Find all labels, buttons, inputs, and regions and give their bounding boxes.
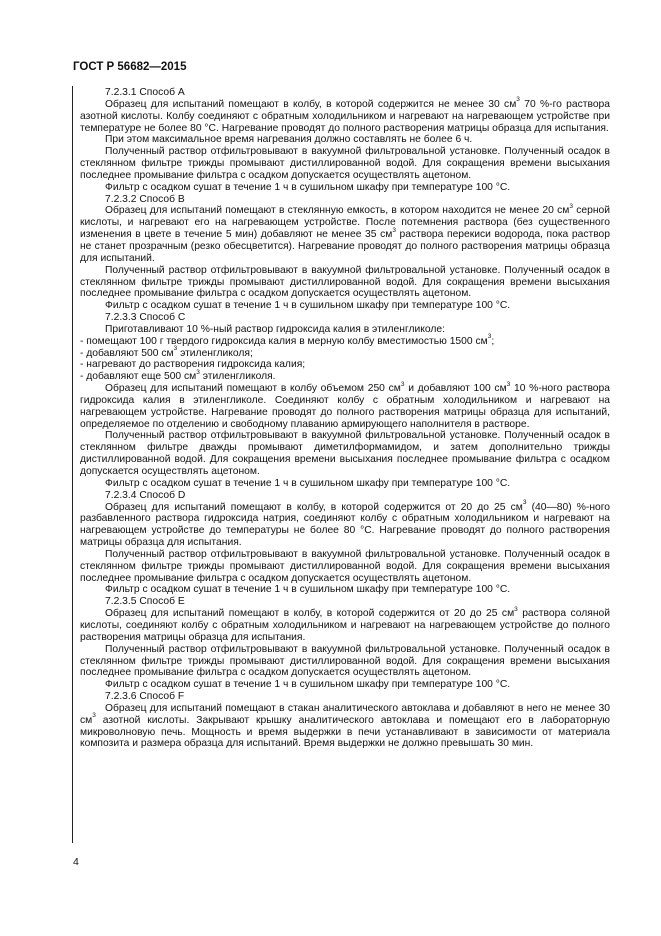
- list-item: - помещают 100 г твердого гидроксида калия в мерную колбу вместимостью 1500 $см^3$;: [80, 333, 495, 347]
- paragraph: Фильтр с осадком сушат в течение 1 ч в сушильном шкафу при температуре 100 °С.: [105, 679, 511, 691]
- list-item: - нагревают до растворения гидроксида калия;: [80, 359, 306, 371]
- paragraph: Образец для испытаний помещают в стеклянную емкость, в котором находится не менее 20 $см^3$ серной кислоты, и нагревают его на нагревающем устройстве. После потемнения раствора (без существенного изменения в цвете в течение 5 мин) добавляют не менее 35 $см^3$ раствора перекиси водорода, пока раствор не станет прозрачным (резко обесцветится). Нагревание проводят до полного растворения матрицы образца для испытаний.: [80, 203, 610, 264]
- paragraph: Образец для испытаний помещают в стакан аналитического автоклава и добавляют в него не менее 30 $см^3$ азотной кислоты. Закрывают крышку аналитического автоклава и помещают его в лабораторную микроволновую печь. Мощность и время выдержки в печи устанавливают в зависимости от материала композита и размера образца для испытаний. Время выдержки не должно превышать 30 мин.: [80, 702, 610, 750]
- document-body: [80, 87, 610, 750]
- paragraph: Образец для испытаний помещают в колбу, в которой содержится от 20 до 25 $см^3$ (40—80) %-ного разбавленного раствора гидроксида натрия, соединяют колбу с обратным холодильником и нагревают на нагревающем устройстве до температуры не более 80 °С. Нагревание проводят до полного растворения матрицы образца для испытания.: [80, 499, 610, 549]
- section-heading: 7.2.3.3 Способ С: [105, 312, 186, 324]
- section-heading: 7.2.3.4 Способ D: [105, 489, 186, 501]
- paragraph: Полученный раствор отфильтровывают в вакуумной фильтровальной установке. Полученный осадок в стеклянном фильтре дважды промывают диметилформамидом, и затем дополнительно трижды дистиллированной водой. Для сокращения времени высыхания последнее промывание фильтра с осадком допускается осуществлять ацетоном.: [80, 430, 610, 477]
- document-header: ГОСТ Р 56682—2015: [73, 61, 187, 73]
- paragraph: Фильтр с осадком сушат в течение 1 ч в сушильном шкафу при температуре 100 °С.: [105, 181, 511, 193]
- section-heading: 7.2.3.2 Способ В: [105, 193, 185, 205]
- paragraph: Полученный раствор отфильтровывают в вакуумной фильтровальной установке. Полученный осадок в стеклянном фильтре трижды промывают дистиллированной водой. Для сокращения времени высыхания последнее промывание фильтра с осадком допускается осуществлять ацетоном.: [80, 548, 610, 584]
- paragraph: Полученный раствор отфильтровывают в вакуумной фильтровальной установке. Полученный осадок в стеклянном фильтре трижды промывают дистиллированной водой. Для сокращения времени высыхания последнее промывание фильтра с осадком допускается осуществлять ацетоном.: [80, 146, 610, 181]
- paragraph: Полученный раствор отфильтровывают в вакуумной фильтровальной установке. Полученный осадок в стеклянном фильтре трижды промывают дистиллированной водой. Для сокращения времени высыхания последнее промывание фильтра с осадком допускается осуществлять ацетоном.: [80, 643, 610, 679]
- paragraph: Полученный раствор отфильтровывают в вакуумной фильтровальной установке. Полученный осадок в стеклянном фильтре трижды промывают дистиллированной водой. Для сокращения времени высыхания последнее промывание фильтра с осадком допускается осуществлять ацетоном.: [80, 264, 610, 300]
- paragraph: Приготавливают 10 %-ный раствор гидроксида калия в этиленгликоле:: [105, 323, 445, 335]
- paragraph: При этом максимальное время нагревания должно составлять не более 6 ч.: [105, 134, 473, 146]
- paragraph: Образец для испытаний помещают в колбу, в которой содержится от 20 до 25 $см^3$ раствора соляной кислоты, соединяют колбу с обратным холодильником и нагревают на нагревающем устройстве до полного растворения матрицы образца для испытания.: [80, 605, 610, 643]
- change-bar: [72, 86, 73, 843]
- list-item: - добавляют 500 $см^3$ этиленгликоля;: [80, 345, 253, 359]
- paragraph: Фильтр с осадком сушат в течение 1 ч в сушильном шкафу при температуре 100 °С.: [105, 300, 511, 312]
- page-number: 4: [73, 856, 79, 868]
- section-heading: 7.2.3.5 Способ Е: [105, 596, 185, 608]
- paragraph: Фильтр с осадком сушат в течение 1 ч в сушильном шкафу при температуре 100 °С.: [105, 584, 511, 596]
- section-heading: 7.2.3.6 Способ F: [105, 691, 185, 703]
- paragraph: Фильтр с осадком сушат в течение 1 ч в сушильном шкафу при температуре 100 °С.: [105, 477, 511, 489]
- paragraph: Образец для испытаний помещают в колбу, в которой содержится не менее 30 $см^3$ 70 %-го раствора азотной кислоты. Колбу соединяют с обратным холодильником и нагревают на нагревающем устройстве при температуре не более 80 °С. Нагревание проводят до полного растворения матрицы образца для испытания.: [80, 96, 610, 134]
- paragraph: Образец для испытаний помещают в колбу объемом 250 $см^3$ и добавляют 100 $см^3$ 10 %-ного раствора гидроксида калия в этиленгликоле. Соединяют колбу с обратным холодильником и нагревают на нагревающем устройстве. Нагревание проводят до полного растворения матрицы образца для испытаний, определяемое по отделению и свободному плаванию армирующего наполнителя в растворе.: [80, 380, 610, 430]
- section-heading: 7.2.3.1 Способ А: [105, 87, 185, 98]
- list-item: - добавляют еще 500 $см^3$ этиленгликоля.: [80, 368, 276, 383]
